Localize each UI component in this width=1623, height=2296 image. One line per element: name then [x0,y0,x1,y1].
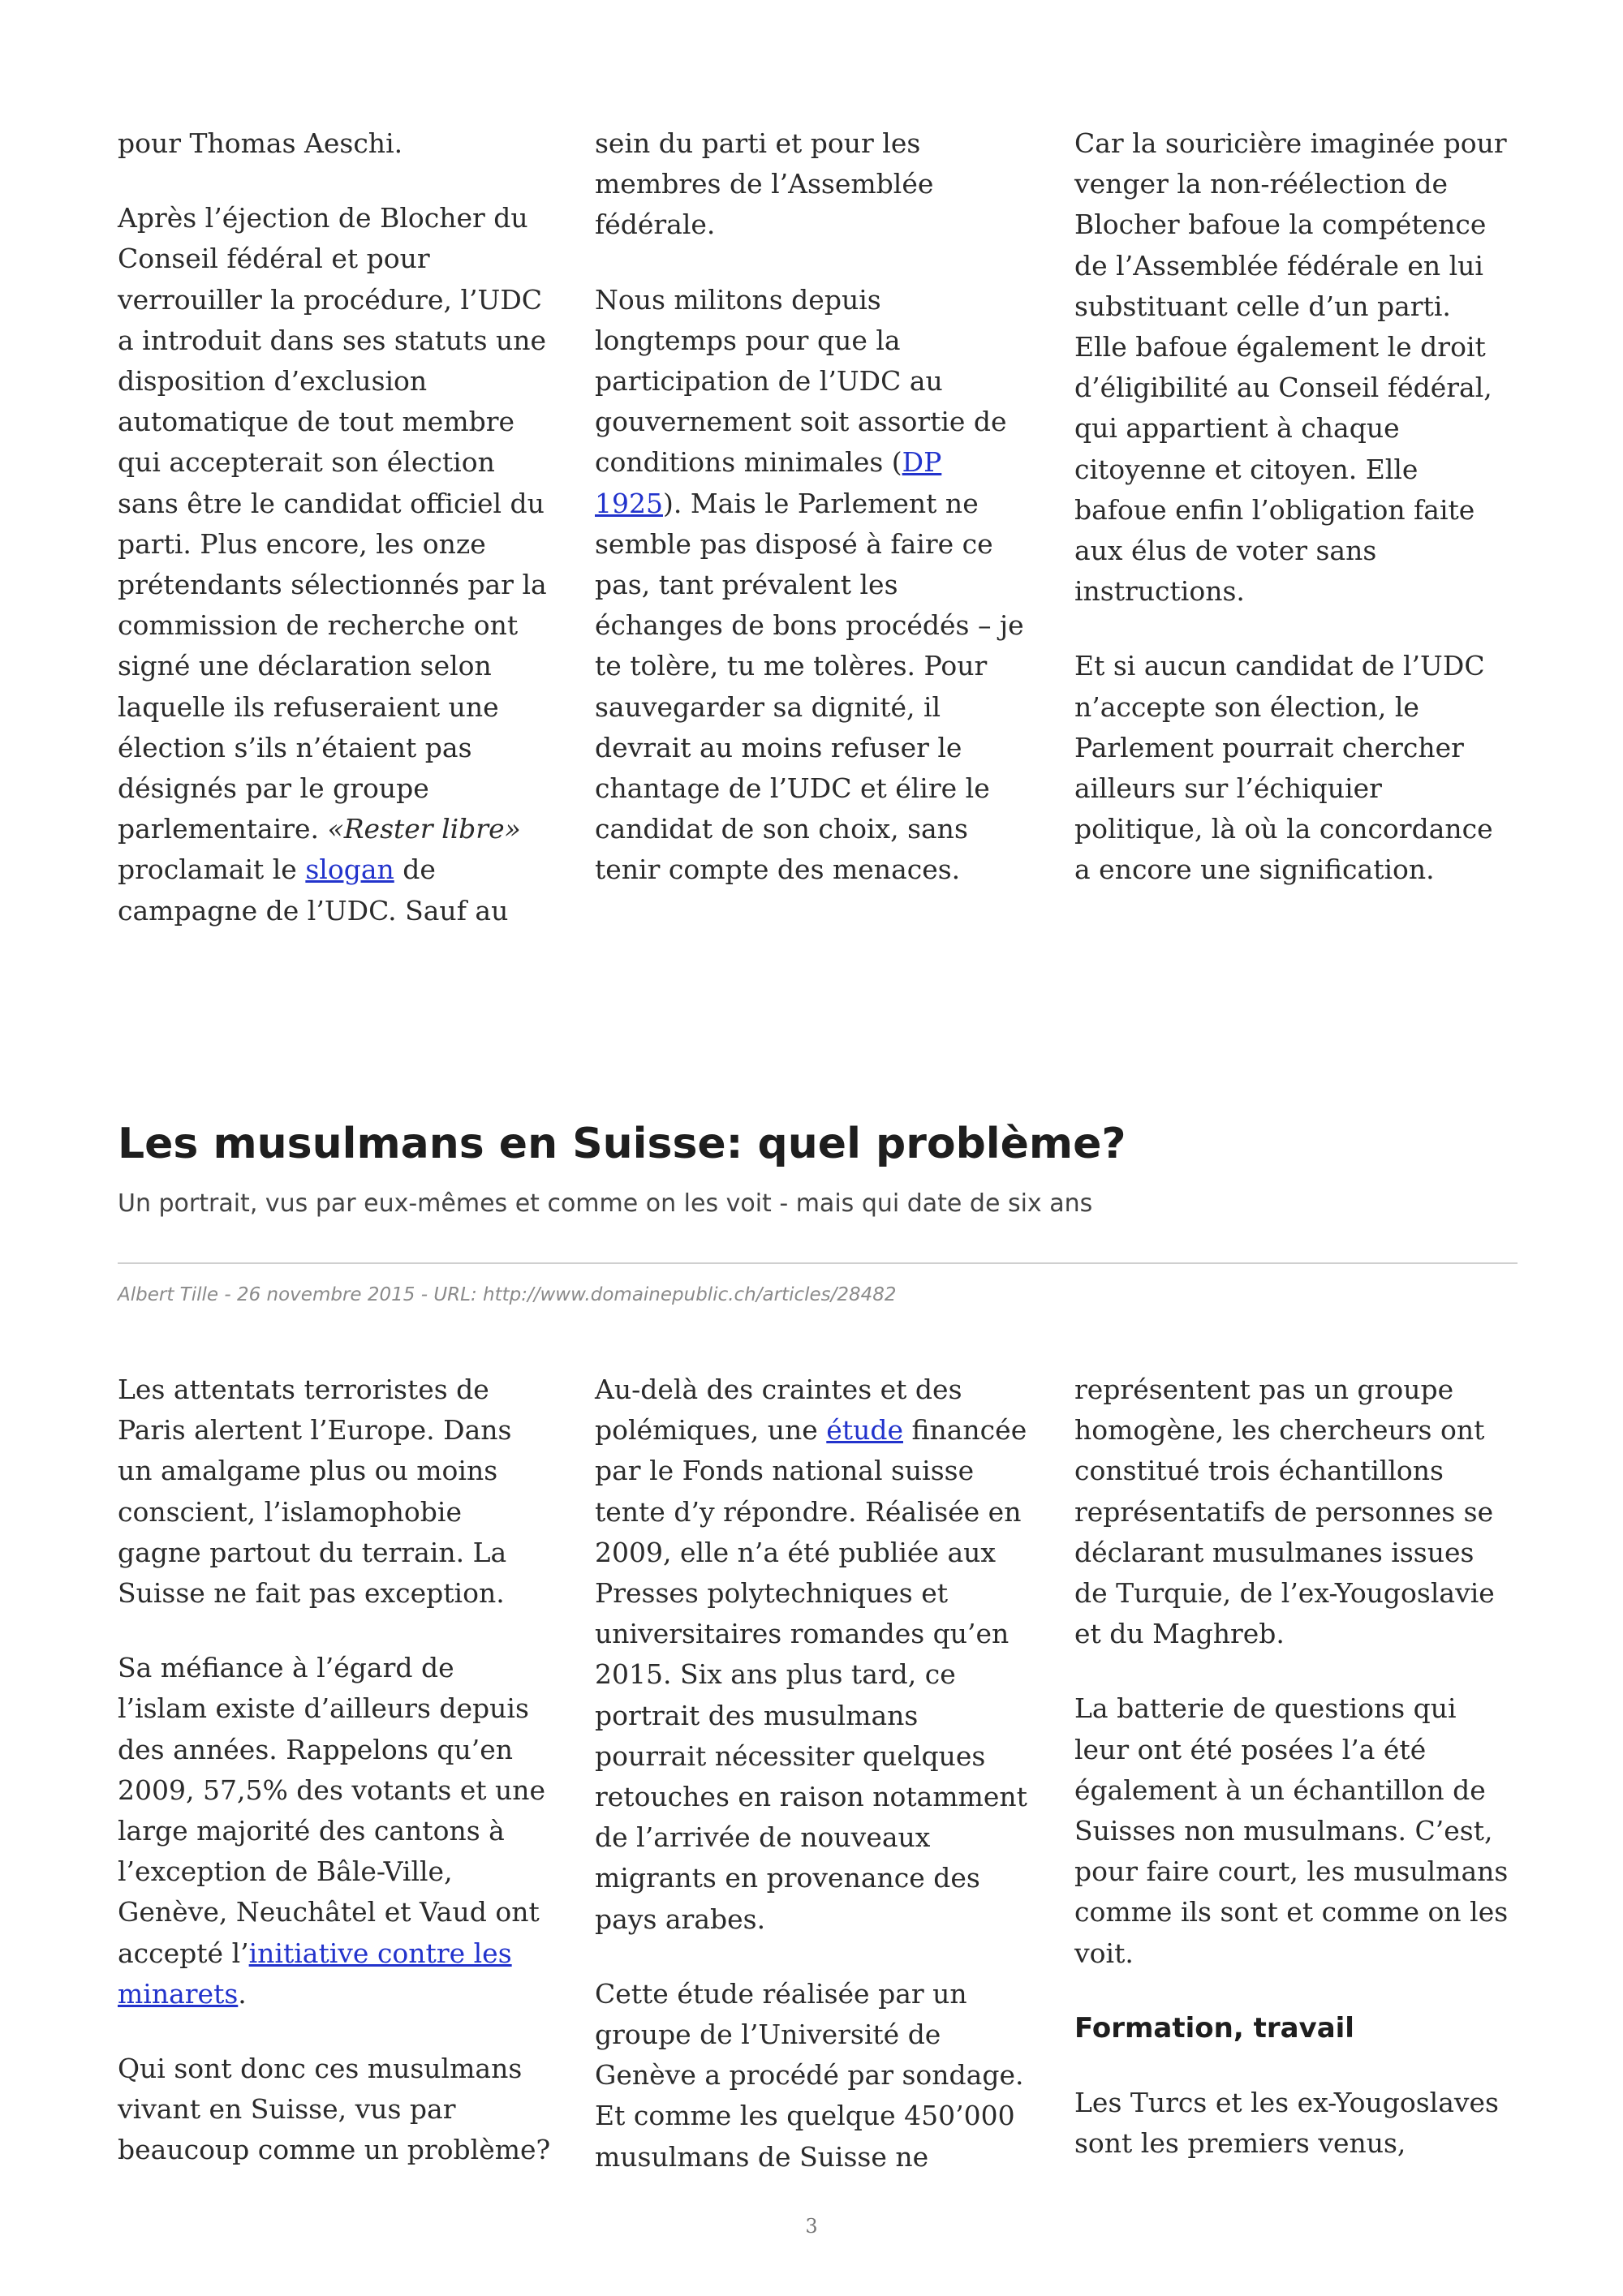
text-line: politique, là où la concordance [1074,813,1493,845]
article2-column-1 [118,1369,560,2205]
text-line: n’accepte son élection, le [1074,690,1419,723]
text-line: Suisse ne fait pas exception. [118,1577,505,1610]
link-etude[interactable]: étude [826,1414,903,1447]
text-line: Après l’éjection de Blocher du [118,202,528,234]
paragraph [1074,1688,1517,1973]
text-line: Sa méfiance à l’égard de [118,1652,454,1684]
text-line: laquelle ils refuseraient une [118,690,499,723]
text-line: groupe de l’Université de [595,2019,941,2051]
article2-column-3 [1074,1369,1517,2198]
text-line: Cette étude réalisée par un [595,1977,967,2010]
page-number: 3 [805,2215,818,2238]
text-line: conscient, l’islamophobie [118,1495,462,1528]
text-line: venger la non-réélection de [1074,168,1449,200]
text-line: Elle bafoue également le droit [1074,331,1486,363]
text-line: échanges de bons procédés – je [595,609,1024,642]
text-line: universitaires romandes qu’en [595,1618,1010,1650]
text-line: bafoue enfin l’obligation faite [1074,493,1475,526]
text-line: musulmans de Suisse ne [595,2140,929,2173]
paragraph [1074,646,1517,890]
text-line: a introduit dans ses statuts une [118,324,547,356]
text-line: Les attentats terroristes de [118,1374,489,1405]
text-line: citoyenne et citoyen. Elle [1074,453,1419,485]
text-line: élection s’ils n’étaient pas [118,731,472,763]
paragraph [595,123,1037,246]
paragraph [1074,2083,1517,2164]
text-line: Genève a procédé par sondage. [595,2059,1024,2092]
text-line: chantage de l’UDC et élire le [595,772,990,805]
link-slogan[interactable]: slogan [305,853,394,886]
text-line: semble pas disposé à faire ce [595,527,993,560]
text-line: également à un échantillon de [1074,1774,1486,1806]
text-line: voit. [1074,1937,1134,1969]
text-line: migrants en provenance des [595,1862,980,1894]
link-initiative-minarets-cont[interactable]: minarets [118,1977,239,2010]
text-line: homogène, les chercheurs ont [1074,1414,1485,1447]
text-line: te tolère, tu me tolères. Pour [595,650,988,682]
text-line: Nous militons depuis [595,283,881,316]
text-line: Et comme les quelque 450’000 [595,2100,1015,2132]
text-line: pour faire court, les musulmans [1074,1855,1509,1888]
section-heading: Formation, travail [1074,2011,1354,2044]
article-meta: Albert Tille - 26 novembre 2015 - URL: http://www.domainepublic.ch/articles/28482 [118,1284,897,1305]
text-line: Genève, Neuchâtel et Vaud ont [118,1896,540,1928]
text-line: parti. Plus encore, les onze [118,527,486,560]
text-line: sans être le candidat officiel du [118,487,545,519]
link-dp-1925-cont[interactable]: 1925 [595,487,663,519]
text-line: prétendants sélectionnés par la [118,569,547,601]
text-line: La batterie de questions qui [1074,1692,1457,1725]
article1-column-3 [1074,123,1517,925]
text-line: disposition d’exclusion [118,365,428,398]
quote-rester-libre: «Rester libre» [327,813,521,845]
text-line: large majorité des cantons à [118,1815,505,1847]
text-line: tente d’y répondre. Réalisée en [595,1495,1022,1528]
text-line: sein du parti et pour les [595,127,921,159]
text-line: qui appartient à chaque [1074,412,1400,445]
text-line: pas, tant prévalent les [595,569,898,601]
text-line: pays arabes. [595,1903,766,1935]
paragraph: Après l’éjection de Blocher du Conseil fédéral et pour verrouiller la procédure, l’UDC a introduit dans ses statuts une disposition d’exclusion automatique de tout membre qui accepterait son élection sans être le candidat officiel du parti. Plus encore, les onze prétendants sélectionnés par la commission de recherche ont signé une déclaration selon laquelle ils refuseraient une élection s’ils n’étaient pas désignés par le groupe parlementaire. «Rester libre» proclamait le slogan de campagne de l’UDC. Sauf au [118,198,560,931]
text-line: Qui sont donc ces musulmans [118,2053,523,2085]
text-line: Parlement pourrait chercher [1074,731,1464,763]
text-line: participation de l’UDC au [595,365,943,398]
text-line: signé une déclaration selon [118,650,492,682]
paragraph: Au-delà des craintes et des polémiques, une étude financée par le Fonds national suisse tente d’y répondre. Réalisée en 2009, elle n’a été publiée aux Presses polytechniques et universitaires romandes qu’en 2015. Six ans plus tard, ce portrait des musulmans pourrait nécessiter quelques retouches en raison notamment de l’arrivée de nouveaux migrants en provenance des pays arabes. [595,1369,1037,1940]
text-line: et du Maghreb. [1074,1618,1285,1650]
paragraph [1074,1369,1517,1654]
text-line: qui accepterait son élection [118,446,495,479]
article-title: Les musulmans en Suisse: quel problème? [118,1120,1126,1168]
text-line: désignés par le groupe [118,772,429,805]
text-line: portrait des musulmans [595,1699,919,1731]
text-line: candidat de son choix, sans [595,813,968,845]
text-line: de l’Assemblée fédérale en lui [1074,249,1483,282]
paragraph: Sa méfiance à l’égard de l’islam existe d’ailleurs depuis des années. Rappelons qu’en 2009, 57,5% des votants et une large majorité des cantons à l’exception de Bâle-Ville, Genève, Neuchâtel et Vaud ont accepté l’initiative contre les minarets. [118,1648,560,2014]
text-line: comme ils sont et comme on les [1074,1896,1509,1928]
article2-column-2 [595,1369,1037,2212]
text-line: sont les premiers venus, [1074,2127,1406,2160]
text-line: d’éligibilité au Conseil fédéral, [1074,372,1492,404]
text-line: des années. Rappelons qu’en [118,1733,514,1765]
text-line: beaucoup comme un problème? [118,2134,551,2166]
text-line: ailleurs sur l’échiquier [1074,772,1382,805]
article-subtitle: Un portrait, vus par eux-mêmes et comme on les voit - mais qui date de six ans [118,1189,1093,1218]
text-line: longtemps pour que la [595,324,901,356]
text-line: retouches en raison notamment [595,1781,1027,1813]
paragraph [1074,123,1517,612]
text-line: Car la souricière imaginée pour [1074,127,1507,159]
text-line: automatique de tout membre [118,406,515,438]
text-line: Presses polytechniques et [595,1577,948,1610]
article1-column-2 [595,123,1037,925]
text-line: l’islam existe d’ailleurs depuis [118,1692,529,1725]
paragraph: Nous militons depuis longtemps pour que la participation de l’UDC au gouvernement soit assortie de conditions minimales (DP 1925). Mais le Parlement ne semble pas disposé à faire ce pas, tant prévalent les échanges de bons procédés – je te tolère, tu me tolères. Pour sauvegarder sa dignité, il devrait au moins refuser le chantage de l’UDC et élire le candidat de son choix, sans tenir compte des menaces. [595,280,1037,891]
text-line: Paris alertent l’Europe. Dans [118,1414,512,1447]
text-line: commission de recherche ont [118,609,519,642]
text-line: sauvegarder sa dignité, il [595,690,941,723]
text-line: un amalgame plus ou moins [118,1455,498,1487]
text-line: fédérale. [595,209,716,241]
paragraph [595,1974,1037,2178]
text-line: Blocher bafoue la compétence [1074,209,1487,241]
paragraph [118,2049,560,2171]
text-line: l’exception de Bâle-Ville, [118,1855,453,1888]
text-line: vivant en Suisse, vus par [118,2093,456,2126]
text-line: leur ont été posées l’a été [1074,1733,1427,1765]
text-line: aux élus de voter sans [1074,535,1377,567]
text-line: de l’arrivée de nouveaux [595,1821,931,1854]
text-line: gagne partout du terrain. La [118,1536,507,1568]
text-line: 2009, elle n’a été publiée aux [595,1536,997,1568]
text-line: a encore une signification. [1074,853,1435,886]
text-line: tenir compte des menaces. [595,853,961,886]
text-line: instructions. [1074,575,1245,608]
text-line: devrait au moins refuser le [595,731,962,763]
text-line: pour Thomas Aeschi. [118,127,403,159]
text-line: par le Fonds national suisse [595,1455,975,1487]
link-dp-1925[interactable]: DP [902,446,942,479]
article1-column-1 [118,123,560,965]
text-line: représentent pas un groupe [1074,1374,1454,1405]
text-line: verrouiller la procédure, l’UDC [118,283,543,316]
text-line: représentatifs de personnes se [1074,1495,1494,1528]
text-line: Et si aucun candidat de l’UDC [1074,650,1485,682]
text-line: Les Turcs et les ex-Yougoslaves [1074,2086,1499,2118]
text-line: membres de l’Assemblée [595,168,934,200]
text-line: Suisses non musulmans. C’est, [1074,1815,1493,1847]
divider [118,1262,1518,1264]
link-initiative-minarets[interactable]: initiative contre les [248,1937,512,1969]
text-line: de Turquie, de l’ex-Yougoslavie [1074,1577,1495,1610]
text-line: déclarant musulmanes issues [1074,1536,1474,1568]
paragraph [118,1369,560,1614]
text-line: gouvernement soit assortie de [595,406,1007,438]
text-line: constitué trois échantillons [1074,1455,1444,1487]
text-line: 2009, 57,5% des votants et une [118,1774,546,1806]
paragraph [118,123,560,164]
text-line: pourrait nécessiter quelques [595,1739,986,1772]
text-line: Conseil fédéral et pour [118,243,430,275]
text-line: substituant celle d’un parti. [1074,290,1451,322]
text-line: 2015. Six ans plus tard, ce [595,1658,956,1691]
